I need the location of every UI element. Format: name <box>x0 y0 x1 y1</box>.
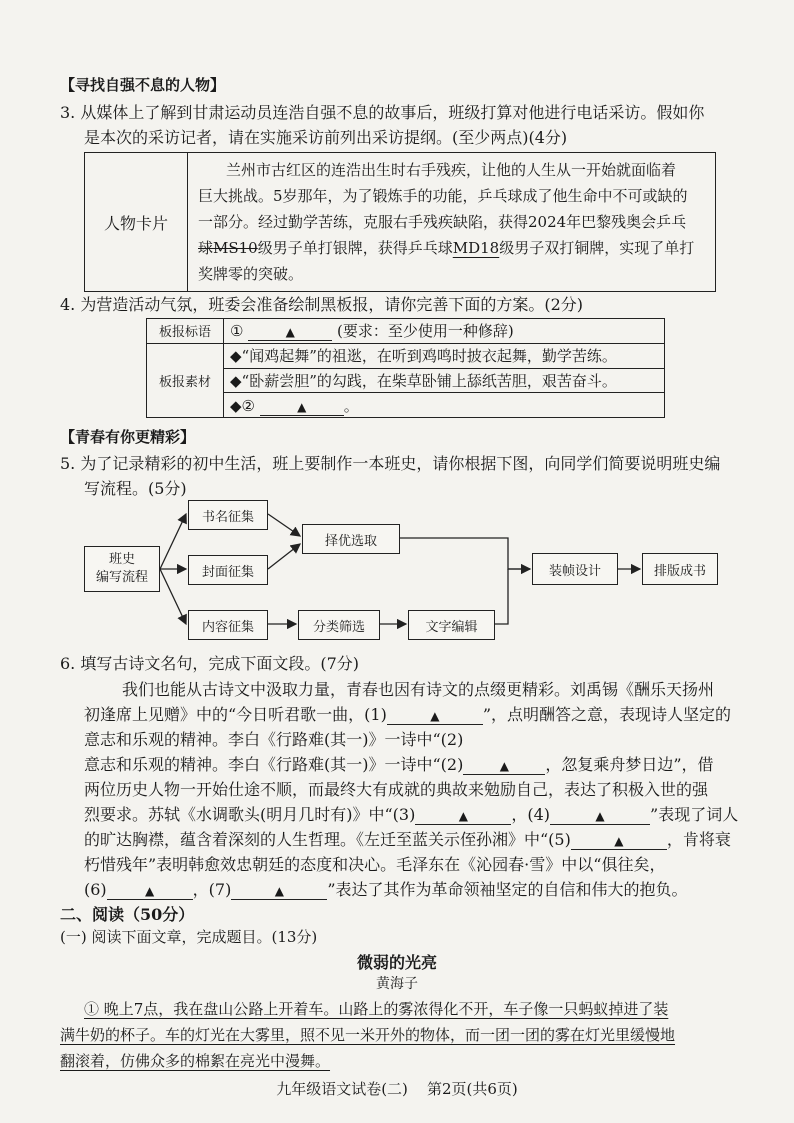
passage-text: ”表达了其作为革命领袖坚定的自信和伟大的抱负。 <box>327 880 688 899</box>
passage-text: 烈要求。苏轼《水调歌头(明月几时有)》中“(3) <box>84 805 416 824</box>
passage-text: 初逢席上见赠》中的“今日听君歌一曲，(1) <box>84 705 387 724</box>
node-label: 编写流程 <box>95 570 148 585</box>
passage-text: 意志和乐观的精神。李白《行路难(其一)》一诗中“(2) <box>84 755 464 774</box>
q6-line <box>84 877 688 900</box>
label-material: 板报素材 <box>147 343 224 417</box>
triangle-icon: ▲ <box>614 834 624 848</box>
answer-blank-q6-2[interactable] <box>463 755 545 775</box>
q5-line-1: 5. 为了记录精彩的初中生活，班上要制作一本班史，请你根据下图，向同学们简要说明班史编 <box>60 454 721 473</box>
card-label: 人物卡片 <box>85 153 188 292</box>
triangle-icon: ▲ <box>458 809 468 823</box>
flow-node-cover-collection: 封面征集 <box>188 555 268 585</box>
triangle-icon: ▲ <box>430 709 440 723</box>
struck-text: 球MS10 <box>198 239 258 257</box>
answer-blank-q6-5[interactable] <box>571 830 667 850</box>
q5-line-2: 写流程。(5分) <box>84 479 187 498</box>
article-author: 黄海子 <box>376 976 418 992</box>
card-line: 奖牌零的突破。 <box>198 265 304 283</box>
reading-heading: 二、阅读（50分） <box>60 905 195 924</box>
article-title: 微弱的光亮 <box>356 953 437 972</box>
page-footer: 九年级语文试卷(二) 第2页(共6页) <box>276 1080 518 1098</box>
section-heading-1: 【寻找自强不息的人物】 <box>60 76 226 94</box>
answer-blank-q6-1[interactable] <box>387 705 483 725</box>
triangle-icon: ▲ <box>499 759 509 773</box>
triangle-icon: ▲ <box>145 884 155 898</box>
passage-text: 的旷达胸襟，蕴含着深刻的人生哲理。《左迁至蓝关示侄孙湘》中“(5) <box>84 830 571 849</box>
passage-text: ，(4) <box>511 805 551 824</box>
passage-text: ”，点明酬答之意，表现诗人坚定的 <box>482 705 732 724</box>
triangle-icon: ▲ <box>595 809 605 823</box>
article-paragraph-line: 翻滚着，仿佛众多的棉絮在亮光中漫舞。 <box>60 1052 331 1070</box>
q3-line-2: 是本次的采访记者，请在实施采访前列出采访提纲。(至少两点)(4分) <box>84 128 568 147</box>
passage-text: ”表现了词人 <box>650 805 739 824</box>
flow-node-start <box>84 546 160 592</box>
flow-node-sorting: 分类筛选 <box>298 610 380 640</box>
answer-blank-q6-4[interactable] <box>550 805 650 825</box>
answer-blank-q6-3[interactable] <box>415 805 511 825</box>
flow-node-editing: 文字编辑 <box>408 610 495 640</box>
flow-node-title-collection: 书名征集 <box>188 500 268 530</box>
article-paragraph-line: 满牛奶的杯子。车的灯光在大雾里，照不见一米开外的物体，而一团一团的雾在灯光里缓慢地 <box>60 1026 676 1044</box>
q6-line: 两位历史人物一开始仕途不顺，而最终大有成就的典故来勉励自己，表达了积极入世的强 <box>84 780 709 799</box>
flow-node-binding-design: 装帧设计 <box>532 553 618 585</box>
q6-line <box>84 702 731 725</box>
punctuation: 。 <box>343 396 359 415</box>
passage-text: (6) <box>84 880 107 899</box>
article-paragraph-line: ① 晚上7点，我在盘山公路上开着车。山路上的雾浓得化不开，车子像一只蚂蚁掉进了装 <box>84 1000 669 1018</box>
q4-line-1: 4. 为营造活动气氛，班委会准备绘制黑板报，请你完善下面的方案。(2分) <box>60 295 584 314</box>
triangle-icon: ▲ <box>285 325 295 340</box>
q6-line: 我们也能从古诗文中汲取力量，青春也因有诗文的点缀更精彩。刘禹锡《酬乐天扬州 <box>122 680 715 699</box>
underlined-text: MD18 <box>452 239 500 257</box>
passage-text: ，忽复乘舟梦日边”，借 <box>545 755 714 774</box>
material-row: ◆“卧薪尝胆”的勾践，在柴草卧铺上舔纸苦胆，艰苦奋斗。 <box>224 368 665 393</box>
node-label: 班史 <box>108 552 135 567</box>
q6-line <box>84 802 738 825</box>
q6-line: 意志和乐观的精神。李白《行路难(其一)》一诗中“(2) <box>84 730 464 749</box>
triangle-icon: ▲ <box>297 399 307 414</box>
card-text: 级男子单打银牌，获得乒乓球 <box>257 239 453 257</box>
flow-node-typesetting: 排版成书 <box>642 553 718 585</box>
card-text: 级男子双打铜牌，实现了单打 <box>499 239 695 257</box>
passage-text: ，肯将衰 <box>666 830 731 849</box>
reading-subheading: (一) 阅读下面文章，完成题目。(13分) <box>60 928 318 946</box>
flow-node-content-collection: 内容征集 <box>188 610 268 640</box>
q6-line <box>84 827 731 850</box>
answer-blank-q6-6[interactable] <box>107 880 193 900</box>
blank-number: ◆② <box>230 396 255 415</box>
card-line: 一部分。经过勤学苦练，克服右手残疾缺陷，获得2024年巴黎残奥会乒乓 <box>198 213 687 231</box>
q6-title: 6. 填写古诗文名句，完成下面文段。(7分) <box>60 654 360 673</box>
q6-line <box>84 752 714 775</box>
flow-node-selection: 择优选取 <box>302 524 400 554</box>
material-row: ◆“闻鸡起舞”的祖逖，在听到鸡鸣时披衣起舞，勤学苦练。 <box>224 343 665 368</box>
card-line: 巨大挑战。5岁那年，为了锻炼手的功能，乒乓球成了他生命中不可或缺的 <box>198 187 688 205</box>
blank-number: ① <box>230 322 244 341</box>
passage-text: ，(7) <box>192 880 232 899</box>
card-line: 兰州市古红区的连浩出生时右手残疾，让他的人生从一开始就面临着 <box>226 161 677 179</box>
triangle-icon: ▲ <box>274 884 284 898</box>
label-slogan: 板报标语 <box>147 319 224 344</box>
answer-blank-q6-7[interactable] <box>231 880 327 900</box>
q6-line: 朽惜残年”表明韩愈效忠朝廷的态度和决心。毛泽东在《沁园春·雪》中以“俱往矣， <box>84 855 666 874</box>
q3-line-1: 3. 从媒体上了解到甘肃运动员连浩自强不息的故事后，班级打算对他进行电话采访。假如你 <box>60 103 705 122</box>
requirement-note: (要求：至少使用一种修辞) <box>337 322 514 341</box>
section-heading-2: 【青春有你更精彩】 <box>60 428 196 446</box>
